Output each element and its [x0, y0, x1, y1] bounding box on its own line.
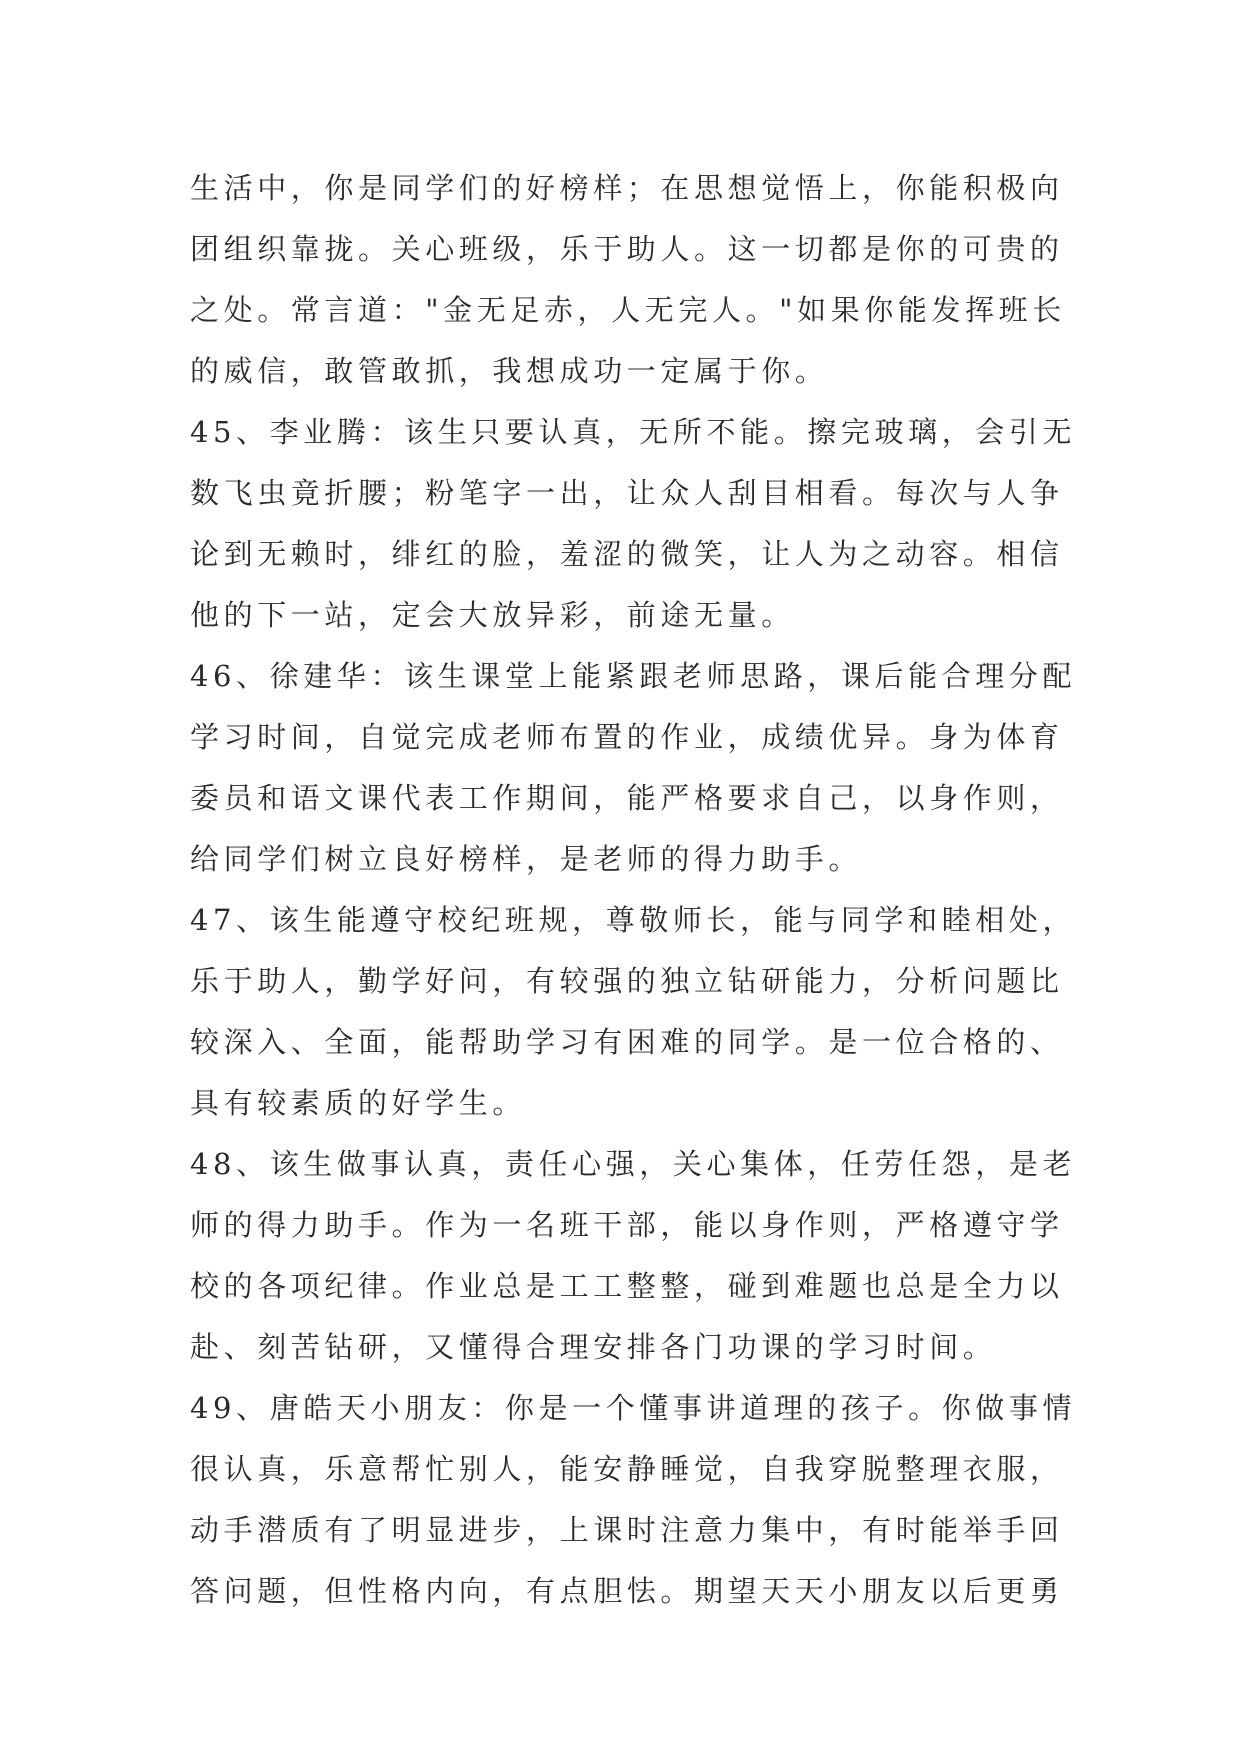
text-line: 委员和语文课代表工作期间，能严格要求自己，以身作则，	[190, 781, 1064, 815]
text-line: 49、唐皓天小朋友：你是一个懂事讲道理的孩子。你做事情	[190, 1391, 1077, 1425]
text-line: 45、李业腾：该生只要认真，无所不能。擦完玻璃，会引无	[190, 415, 1077, 449]
text-line: 答问题，但性格内向，有点胆怯。期望天天小朋友以后更勇	[190, 1574, 1064, 1608]
text-line: 较深入、全面，能帮助学习有困难的同学。是一位合格的、	[190, 1025, 1064, 1059]
text-line: 乐于助人，勤学好问，有较强的独立钻研能力，分析问题比	[190, 964, 1064, 998]
text-line: 46、徐建华：该生课堂上能紧跟老师思路，课后能合理分配	[190, 659, 1077, 693]
text-line: 校的各项纪律。作业总是工工整整，碰到难题也总是全力以	[190, 1269, 1064, 1303]
text-line: 师的得力助手。作为一名班干部，能以身作则，严格遵守学	[190, 1208, 1064, 1242]
text-line: 论到无赖时，绯红的脸，羞涩的微笑，让人为之动容。相信	[190, 537, 1064, 571]
text-line: 学习时间，自觉完成老师布置的作业，成绩优异。身为体育	[190, 720, 1064, 754]
text-line: 的威信，敢管敢抓，我想成功一定属于你。	[190, 354, 829, 388]
text-line: 动手潜质有了明显进步，上课时注意力集中，有时能举手回	[190, 1513, 1064, 1547]
text-line: 生活中，你是同学们的好榜样；在思想觉悟上，你能积极向	[190, 171, 1064, 205]
text-line: 之处。常言道："金无足赤，人无完人。"如果你能发挥班长	[190, 293, 1066, 327]
text-line: 48、该生做事认真，责任心强，关心集体，任劳任怨，是老	[190, 1147, 1077, 1181]
text-line: 他的下一站，定会大放异彩，前途无量。	[190, 598, 795, 632]
text-line: 团组织靠拢。关心班级，乐于助人。这一切都是你的可贵的	[190, 232, 1064, 266]
text-line: 数飞虫竟折腰；粉笔字一出，让众人刮目相看。每次与人争	[190, 476, 1064, 510]
document-body	[190, 158, 1077, 1622]
text-line: 47、该生能遵守校纪班规，尊敬师长，能与同学和睦相处，	[190, 903, 1077, 937]
text-line: 具有较素质的好学生。	[190, 1086, 527, 1120]
text-line: 给同学们树立良好榜样，是老师的得力助手。	[190, 842, 863, 876]
text-line: 很认真，乐意帮忙别人，能安静睡觉，自我穿脱整理衣服，	[190, 1452, 1064, 1486]
text-line: 赴、刻苦钻研，又懂得合理安排各门功课的学习时间。	[190, 1330, 997, 1364]
